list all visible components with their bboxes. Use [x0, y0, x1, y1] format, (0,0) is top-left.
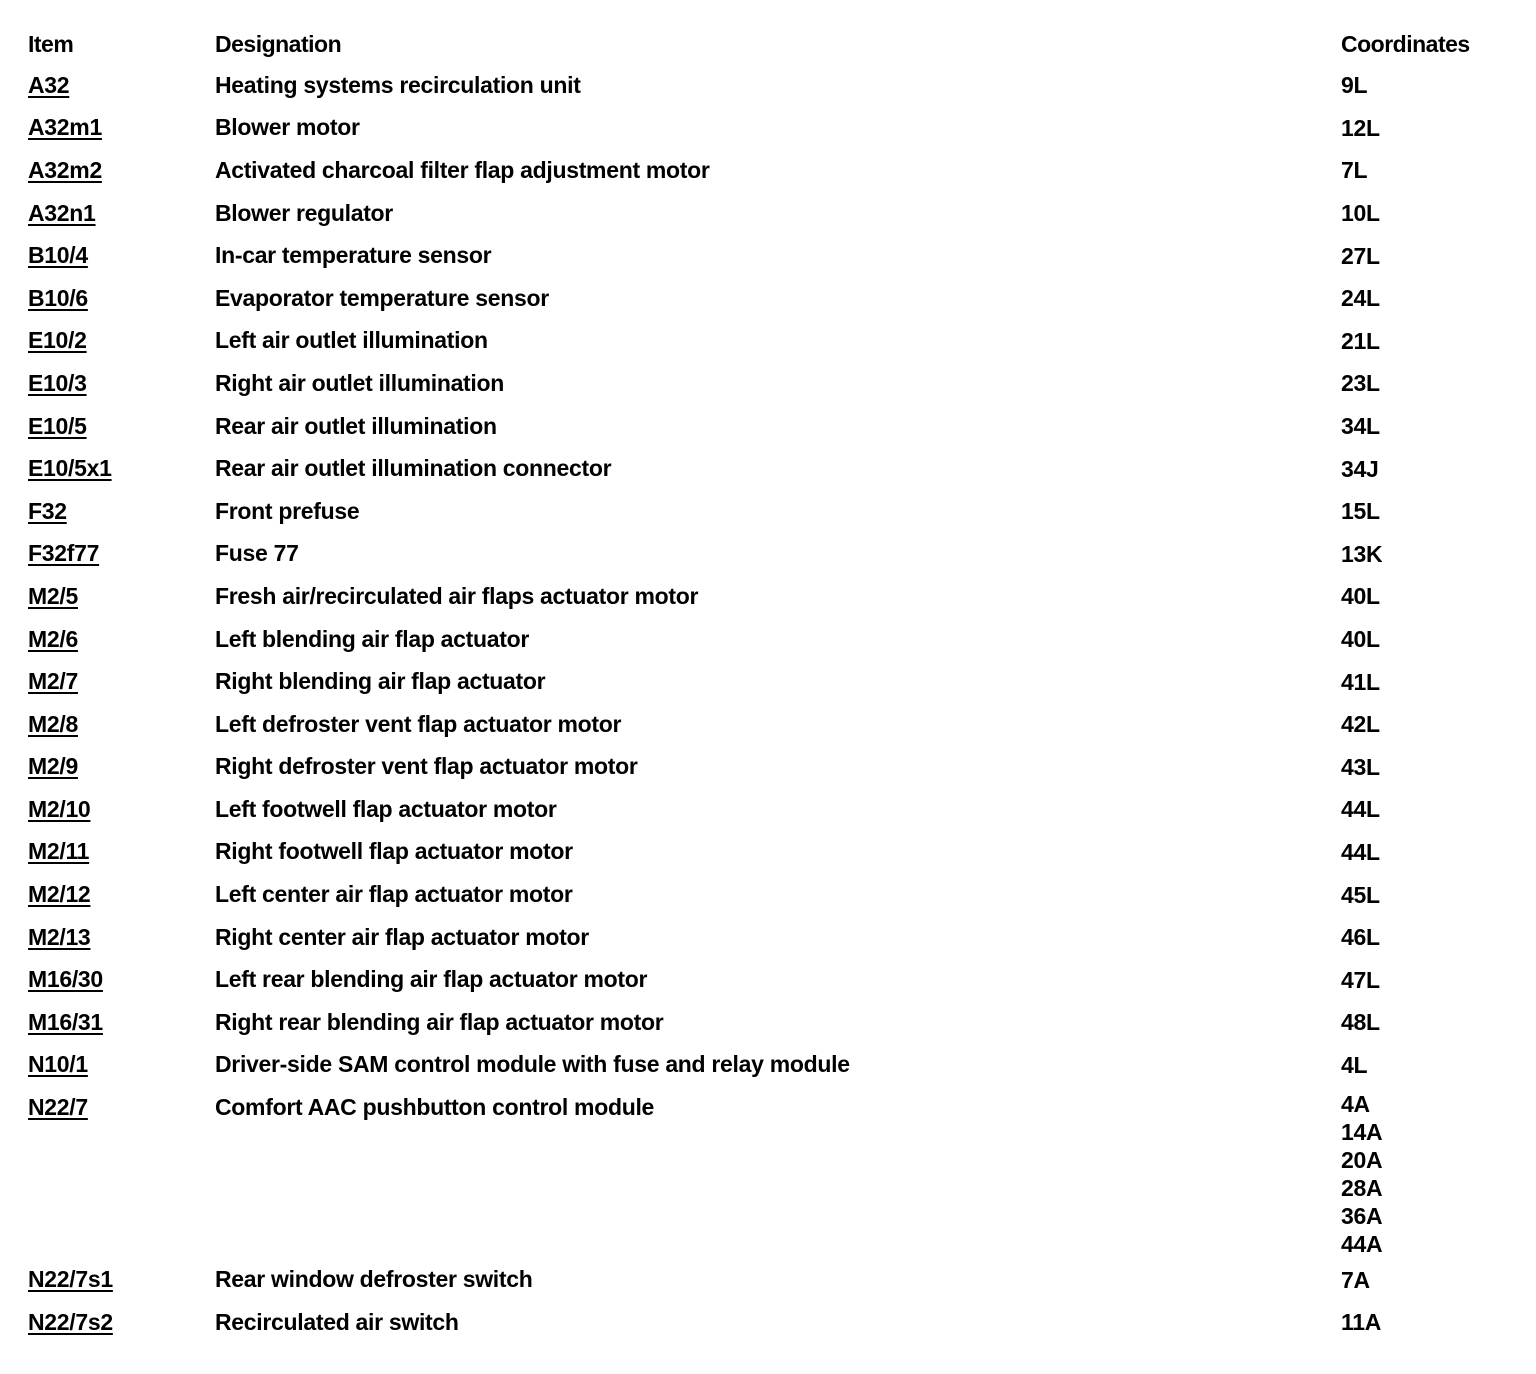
coordinate-value: 40L — [1341, 626, 1380, 653]
table-row — [28, 149, 1508, 192]
coordinates-cell — [1341, 958, 1508, 1001]
coordinate-value: 14A — [1341, 1119, 1383, 1146]
designation-cell: Right air outlet illumination — [215, 369, 505, 396]
item-cell — [28, 490, 215, 533]
item-link[interactable]: M2/5 — [28, 582, 78, 609]
item-link[interactable]: M2/10 — [28, 795, 91, 822]
table-row — [28, 192, 1508, 235]
item-cell — [28, 447, 215, 490]
table-row — [28, 64, 1508, 107]
item-link[interactable]: M2/13 — [28, 923, 91, 950]
coordinates-cell — [1341, 575, 1508, 618]
coordinate-value: 4L — [1341, 1051, 1368, 1078]
item-link[interactable]: N22/7 — [28, 1094, 88, 1121]
item-cell — [28, 1001, 215, 1044]
designation-cell: Rear air outlet illumination — [215, 412, 497, 439]
designation-cell: Evaporator temperature sensor — [215, 284, 549, 311]
designation-cell: Left rear blending air flap actuator motor — [215, 966, 648, 993]
coordinates-cell — [1341, 149, 1508, 192]
item-link[interactable]: M2/9 — [28, 753, 78, 780]
coordinates-cell — [1341, 1001, 1508, 1044]
designation-cell: In-car temperature sensor — [215, 242, 492, 269]
table-row — [28, 533, 1508, 576]
table-row — [28, 234, 1508, 277]
item-link[interactable]: M2/6 — [28, 625, 78, 652]
item-cell — [28, 831, 215, 874]
designation-cell: Left air outlet illumination — [215, 327, 488, 354]
item-cell — [28, 149, 215, 192]
item-cell — [28, 788, 215, 831]
coordinates-cell — [1341, 873, 1508, 916]
table-row — [28, 1258, 1508, 1301]
designation-cell: Left footwell flap actuator motor — [215, 795, 557, 822]
designation-cell: Driver-side SAM control module with fuse and relay module — [215, 1051, 850, 1078]
designation-cell: Right blending air flap actuator — [215, 668, 546, 695]
item-link[interactable]: E10/2 — [28, 327, 87, 354]
coordinate-value: 47L — [1341, 966, 1380, 993]
designation-cell: Rear air outlet illumination connector — [215, 455, 612, 482]
coordinates-cell — [1341, 490, 1508, 533]
coordinate-value: 41L — [1341, 668, 1380, 695]
coordinate-value: 34J — [1341, 455, 1379, 482]
item-cell — [28, 660, 215, 703]
coordinate-value: 27L — [1341, 242, 1380, 269]
item-link[interactable]: B10/4 — [28, 242, 88, 269]
item-cell — [28, 873, 215, 916]
item-link[interactable]: A32m1 — [28, 114, 102, 141]
item-cell — [28, 192, 215, 235]
coordinate-value: 36A — [1341, 1203, 1383, 1230]
coordinate-value: 13K — [1341, 540, 1383, 567]
coordinate-value: 11A — [1341, 1309, 1382, 1336]
coordinates-cell — [1341, 788, 1508, 831]
table-row — [28, 1301, 1508, 1344]
item-link[interactable]: M2/8 — [28, 710, 78, 737]
item-link[interactable]: A32n1 — [28, 199, 96, 226]
item-cell — [28, 234, 215, 277]
coordinate-value: 28A — [1341, 1175, 1383, 1202]
coordinate-value: 43L — [1341, 753, 1380, 780]
item-cell — [28, 107, 215, 150]
item-link[interactable]: M16/30 — [28, 966, 103, 993]
coordinate-value: 44L — [1341, 838, 1380, 865]
designation-cell: Blower regulator — [215, 199, 393, 226]
coordinates-cell — [1341, 234, 1508, 277]
coordinates-cell — [1341, 192, 1508, 235]
coordinate-value: 44L — [1341, 796, 1380, 823]
item-link[interactable]: F32 — [28, 497, 67, 524]
table-row — [28, 575, 1508, 618]
coordinates-cell — [1341, 746, 1508, 789]
item-link[interactable]: M2/12 — [28, 881, 91, 908]
table-row — [28, 1001, 1508, 1044]
designation-cell: Right rear blending air flap actuator motor — [215, 1008, 664, 1035]
designation-cell: Left defroster vent flap actuator motor — [215, 710, 622, 737]
designation-cell: Rear window defroster switch — [215, 1266, 533, 1293]
coordinate-value: 7L — [1341, 157, 1368, 184]
item-cell — [28, 1258, 215, 1301]
table-row — [28, 320, 1508, 363]
item-cell — [28, 1044, 215, 1087]
table-row — [28, 703, 1508, 746]
coordinates-cell — [1341, 703, 1508, 746]
coordinate-value: 20A — [1341, 1147, 1383, 1174]
designation-cell: Recirculated air switch — [215, 1308, 459, 1335]
coordinate-value: 24L — [1341, 285, 1380, 312]
item-cell — [28, 362, 215, 405]
designation-cell: Comfort AAC pushbutton control module — [215, 1094, 655, 1121]
table-row — [28, 958, 1508, 1001]
coordinate-value: 15L — [1341, 498, 1380, 525]
designation-cell: Right footwell flap actuator motor — [215, 838, 573, 865]
coordinate-value: 12L — [1341, 114, 1380, 141]
coordinates-cell — [1341, 916, 1508, 959]
coordinate-value: 44A — [1341, 1231, 1383, 1258]
item-cell — [28, 618, 215, 661]
coordinates-cell — [1341, 107, 1508, 150]
item-cell — [28, 320, 215, 363]
table-row — [28, 746, 1508, 789]
item-cell — [28, 575, 215, 618]
coordinate-value: 34L — [1341, 413, 1380, 440]
coordinates-cell — [1341, 362, 1508, 405]
coordinate-value: 21L — [1341, 327, 1380, 354]
table-row — [28, 490, 1508, 533]
table-row — [28, 277, 1508, 320]
table-row — [28, 362, 1508, 405]
coordinates-cell — [1341, 447, 1508, 490]
coordinate-value: 46L — [1341, 924, 1380, 951]
table-row — [28, 1086, 1508, 1258]
coordinate-value: 23L — [1341, 370, 1380, 397]
item-cell — [28, 703, 215, 746]
coordinate-value: 48L — [1341, 1009, 1380, 1036]
item-link[interactable]: E10/5 — [28, 412, 87, 439]
designation-cell: Blower motor — [215, 114, 360, 141]
item-cell — [28, 405, 215, 448]
item-link[interactable]: M16/31 — [28, 1008, 103, 1035]
coordinates-cell — [1341, 277, 1508, 320]
component-legend-table — [28, 24, 1508, 1343]
designation-cell: Front prefuse — [215, 497, 360, 524]
header-designation: Designation — [215, 30, 342, 57]
item-cell — [28, 277, 215, 320]
designation-cell: Right center air flap actuator motor — [215, 923, 589, 950]
coordinates-cell — [1341, 618, 1508, 661]
coordinates-cell — [1341, 405, 1508, 448]
table-row — [28, 788, 1508, 831]
item-link[interactable]: F32f77 — [28, 540, 100, 567]
coordinate-value: 42L — [1341, 711, 1380, 738]
coordinates-cell — [1341, 1044, 1508, 1087]
coordinate-value: 40L — [1341, 583, 1380, 610]
table-row — [28, 447, 1508, 490]
coordinates-cell — [1341, 1258, 1508, 1301]
item-link[interactable]: A32 — [28, 71, 70, 98]
coordinates-cell — [1341, 320, 1508, 363]
item-cell — [28, 533, 215, 576]
table-row — [28, 1044, 1508, 1087]
coordinate-value: 45L — [1341, 881, 1380, 908]
header-row — [28, 24, 1508, 64]
item-link[interactable]: E10/5x1 — [28, 455, 112, 482]
coordinates-cell — [1341, 831, 1508, 874]
item-link[interactable]: N22/7s1 — [28, 1266, 113, 1293]
designation-cell: Heating systems recirculation unit — [215, 71, 581, 98]
designation-cell: Fresh air/recirculated air flaps actuator motor — [215, 582, 699, 609]
coordinate-value: 10L — [1341, 200, 1380, 227]
header-item: Item — [28, 30, 74, 57]
designation-cell: Right defroster vent flap actuator motor — [215, 753, 638, 780]
designation-cell: Activated charcoal filter flap adjustment motor — [215, 156, 710, 183]
table-row — [28, 916, 1508, 959]
item-link[interactable]: N10/1 — [28, 1051, 88, 1078]
item-link[interactable]: M2/7 — [28, 668, 78, 695]
table-header — [28, 24, 1508, 64]
coordinates-cell — [1341, 64, 1508, 107]
item-cell — [28, 64, 215, 107]
item-link[interactable]: E10/3 — [28, 369, 87, 396]
item-link[interactable]: N22/7s2 — [28, 1308, 113, 1335]
table-row — [28, 618, 1508, 661]
table-body — [28, 64, 1508, 1343]
header-coordinates: Coordinates — [1341, 30, 1470, 57]
coordinates-cell — [1341, 1086, 1508, 1258]
designation-cell: Left blending air flap actuator — [215, 625, 530, 652]
coordinates-cell — [1341, 660, 1508, 703]
item-cell — [28, 1301, 215, 1344]
table-row — [28, 405, 1508, 448]
designation-cell: Fuse 77 — [215, 540, 299, 567]
item-cell — [28, 746, 215, 789]
item-link[interactable]: M2/11 — [28, 838, 90, 865]
coordinate-value: 7A — [1341, 1266, 1370, 1293]
item-cell — [28, 958, 215, 1001]
table-row — [28, 107, 1508, 150]
coordinate-value: 4A — [1341, 1091, 1370, 1118]
table-row — [28, 660, 1508, 703]
designation-cell: Left center air flap actuator motor — [215, 881, 573, 908]
table-row — [28, 873, 1508, 916]
item-cell — [28, 1086, 215, 1258]
item-cell — [28, 916, 215, 959]
item-link[interactable]: B10/6 — [28, 284, 88, 311]
coordinates-cell — [1341, 1301, 1508, 1344]
table-row — [28, 831, 1508, 874]
coordinate-value: 9L — [1341, 72, 1368, 99]
item-link[interactable]: A32m2 — [28, 156, 102, 183]
coordinates-cell — [1341, 533, 1508, 576]
